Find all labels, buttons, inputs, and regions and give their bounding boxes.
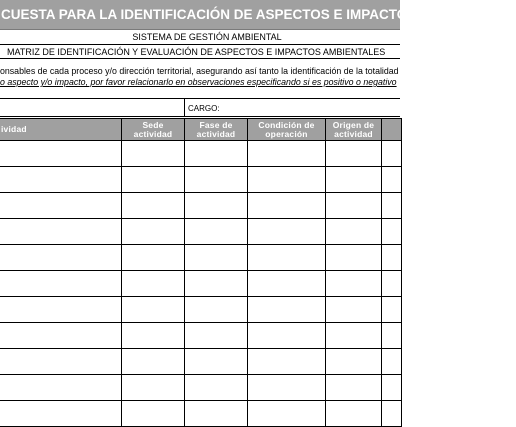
table-cell[interactable] (122, 167, 185, 193)
table-cell[interactable] (122, 245, 185, 271)
table-cell[interactable] (326, 219, 382, 245)
table-row (0, 245, 402, 271)
table-cell[interactable] (248, 245, 326, 271)
table-cell[interactable] (326, 375, 382, 401)
table-cell[interactable] (326, 271, 382, 297)
table-cell[interactable] (326, 193, 382, 219)
table-cell[interactable] (382, 167, 402, 193)
table-cell[interactable] (0, 297, 122, 323)
table-cell[interactable] (382, 193, 402, 219)
table-cell[interactable] (326, 245, 382, 271)
table-cell[interactable] (248, 323, 326, 349)
table-cell[interactable] (185, 219, 248, 245)
table-cell[interactable] (122, 323, 185, 349)
table-cell[interactable] (382, 401, 402, 427)
table-cell[interactable] (185, 245, 248, 271)
table-cell[interactable] (0, 271, 122, 297)
table-cell[interactable] (0, 193, 122, 219)
table-cell[interactable] (248, 349, 326, 375)
table-row (0, 297, 402, 323)
table-cell[interactable] (326, 349, 382, 375)
cargo-label: CARGO: (188, 104, 220, 113)
table-cell[interactable] (185, 297, 248, 323)
table-row (0, 141, 402, 167)
column-header-extra (382, 119, 402, 141)
table-cell[interactable] (0, 401, 122, 427)
table-cell[interactable] (382, 349, 402, 375)
table-cell[interactable] (185, 349, 248, 375)
instructions-line-1: onsables de cada proceso y/o dirección territorial, asegurando así tanto la identificación de la totalidad (0, 66, 399, 76)
table-cell[interactable] (248, 271, 326, 297)
column-header-actividad: ividad (0, 119, 122, 141)
table-cell[interactable] (122, 193, 185, 219)
matrix-subtitle: MATRIZ DE IDENTIFICACIÓN Y EVALUACIÓN DE ASPECTOS E IMPACTOS AMBIENTALES (0, 45, 400, 59)
table-cell[interactable] (0, 323, 122, 349)
table-body (0, 141, 402, 427)
table-cell[interactable] (122, 349, 185, 375)
table-cell[interactable] (185, 193, 248, 219)
table-cell[interactable] (122, 297, 185, 323)
column-header-sede: Sede actividad (122, 119, 185, 141)
table-cell[interactable] (326, 297, 382, 323)
table-cell[interactable] (248, 297, 326, 323)
instructions-text (0, 66, 400, 88)
table-cell[interactable] (0, 245, 122, 271)
table-row (0, 349, 402, 375)
table-cell[interactable] (185, 141, 248, 167)
table-cell[interactable] (326, 323, 382, 349)
table-cell[interactable] (0, 375, 122, 401)
table-cell[interactable] (248, 193, 326, 219)
table-cell[interactable] (185, 323, 248, 349)
table-row (0, 193, 402, 219)
table-cell[interactable] (122, 219, 185, 245)
info-row (0, 98, 400, 117)
table-row (0, 271, 402, 297)
table-cell[interactable] (382, 323, 402, 349)
table-cell[interactable] (122, 401, 185, 427)
table-row (0, 167, 402, 193)
info-divider (184, 99, 185, 116)
table-cell[interactable] (326, 167, 382, 193)
table-cell[interactable] (0, 349, 122, 375)
table-cell[interactable] (248, 375, 326, 401)
table-cell[interactable] (185, 271, 248, 297)
table-cell[interactable] (185, 401, 248, 427)
table-cell[interactable] (248, 141, 326, 167)
column-header-origen: Origen de actividad (326, 119, 382, 141)
table-row (0, 219, 402, 245)
table-row (0, 401, 402, 427)
table-cell[interactable] (382, 141, 402, 167)
table-cell[interactable] (382, 245, 402, 271)
table-row (0, 375, 402, 401)
table-header-row (0, 119, 402, 141)
table-cell[interactable] (248, 401, 326, 427)
table-cell[interactable] (122, 141, 185, 167)
table-cell[interactable] (0, 141, 122, 167)
page-title: CUESTA PARA LA IDENTIFICACIÓN DE ASPECTOS E IMPACTOS AMBIENTALES (0, 0, 400, 30)
table-cell[interactable] (326, 401, 382, 427)
table-cell[interactable] (185, 375, 248, 401)
table-cell[interactable] (248, 219, 326, 245)
table-cell[interactable] (382, 271, 402, 297)
identification-table (0, 118, 402, 427)
column-header-condicion: Condición de operación (248, 119, 326, 141)
table-cell[interactable] (0, 167, 122, 193)
table-cell[interactable] (185, 167, 248, 193)
column-header-fase: Fase de actividad (185, 119, 248, 141)
table-cell[interactable] (382, 375, 402, 401)
table-cell[interactable] (122, 271, 185, 297)
table-cell[interactable] (382, 219, 402, 245)
system-subtitle: SISTEMA DE GESTIÓN AMBIENTAL (0, 30, 400, 45)
table-cell[interactable] (122, 375, 185, 401)
instructions-line-2: o aspecto y/o impacto, por favor relacionarlo en observaciones especificando si es positivo o negativo (0, 77, 397, 87)
table-row (0, 323, 402, 349)
table-cell[interactable] (0, 219, 122, 245)
table-cell[interactable] (382, 297, 402, 323)
table-cell[interactable] (326, 141, 382, 167)
table-cell[interactable] (248, 167, 326, 193)
